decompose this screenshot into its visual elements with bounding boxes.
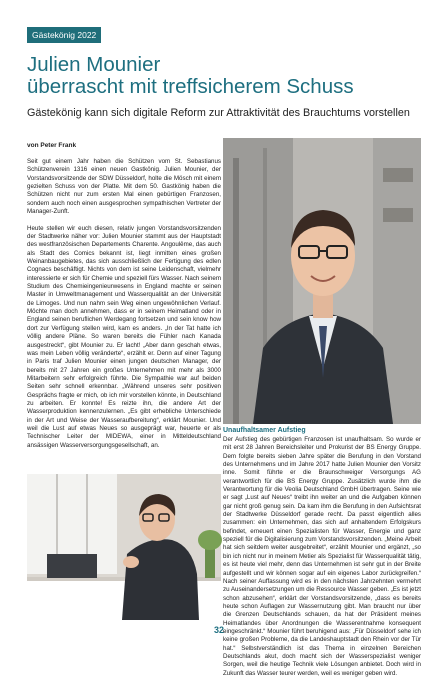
section-subhead: Unaufhaltsamer Aufstieg (223, 427, 306, 434)
article-title (27, 54, 427, 98)
page-number: 32 (214, 625, 225, 635)
portrait-photo (223, 138, 421, 424)
paragraph-career: Der Aufstieg des gebürtigen Franzosen ist unaufhaltsam. So wurde er mit erst 28 Jahren Bereichsleiter und Prokurist der BS Energy Gruppe. Dem folgte bereits sieben Jahre später die Berufung in den Vorstand des Unternehmens und im Jahre 2017 hatte Julien Mounier den Vorsitz inne. Somit führte er die Braunschweiger Versorgungs AG verantwortlich für die BS Energy Gruppe. Zusätzlich wurde ihm die Verantwortung für die Veolia Deutschland GmbH übertragen. Seine wie er sagt „Lust auf Neues“ treibt ihn weiter an und die Aufgaben können gar nicht groß genug sein. Da kam ihm die Berufung in den Aufsichtsrat der Stadtwerke Düsseldorf gerade recht. Da passt eigentlich alles zusammen: ein Unternehmen, das sich auf anhaltendem Erfolgskurs befindet, erneuert einen Spezialisten für Wasser, Energie und ganz speziell für die Digitalisierung zum Vorstandsvorsitzenden. „Meine Arbeit hat sich seitdem weiter ausgebreitet“, erzählt Mounier und ergänzt, „so bin ich nicht nur in meinem Metier als Spezialist für Wasserqualität tätig, es ist heute viel mehr, denn das Unternehmen ist sehr gut in der Breite aufgestellt und wir können sogar auf ein eigenes Labor zurückgreifen.“ Nach seiner Auffassung wird es in den nächsten Jahrzehnten vermehrt zu Auseinandersetzungen um die Ressource Wasser geben. „Es ist jetzt schon abzusehen“, erklärt der Vorstandsvorsitzende, „dass es bereits heute schon Auflagen zur Wassernutzung gibt. Man braucht nur über die Grenzen Deutschlands schauen, da hat der Präsident meines Heimatlandes über Anordnungen die Wasserentnahme konsequent eingeschränkt.“ Mounier führt beruhigend aus: „Für Düsseldorf sehe ich keine großen Probleme, da die Landeshauptstadt den Rhein vor der Tür hat.“ Selbstverständlich ist das Thema in einzelnen Bereichen Deutschlands akut, doch macht sich der Wasserspezialist weniger Sorgen, weil die heutige Technik viele Lösungen anbietet. Doch wird in Zukunft das Wasser teurer werden, weil es weniger geben wird. (223, 436, 421, 677)
title-line-1: Julien Mounier (27, 53, 161, 76)
office-photo (27, 474, 221, 620)
column-right (223, 436, 421, 677)
paragraph-background: Heute stellen wir euch diesen, relativ jungen Vorstandsvorsitzenden der Stadtwerke näher vor: Julien Mounier stammt aus der Hauptstadt des westfranzösischen Departements Charente. Angoulême, das auch als Stadt des Comics bekannt ist, liegt inmitten eines großen Weinanbaugebietes, das sich ausschließlich der Fertigung des edlen Cognacs beschäftigt. Nichts von dem ist seine Leidenschaft, vielmehr interessierte er sich für Chemie und speziell fürs Wasser. Nach seinem Studium des Chemieingenieurwesens in England machte er seinen Master in Umweltmanagement und Wasserqualität an der Universität de Limoges. Und nun nahm sein Weg einen ungewöhnlichen Verlauf. Möchte man doch annehmen, dass er in seinem Heimatland oder in England seinen beruflichen Werdegang fortsetzen und sein know how dort zur Verfügung stellen wird, kam es anders. „In der Tat hatte ich völlig andere Pläne. So waren bereits die Fühler nach Kanada ausgestreckt“, gibt Mounier zu. Er lacht! „Aber dann geschah etwas, was mein Leben völlig veränderte“, erzählt er. Denn auf einer Tagung in Paris traf Julien Mounier einen jungen deutschen Manager, der bereits mit 27 Jahren ein großes Unternehmen mit mehr als 3000 Mitarbeitern sehr erfolgreich führte. Die Sympathie war auf beiden Seiten sehr schnell erkennbar. „Während unseres sehr positiven Gesprächs fragte er mich, ob ich mir vorstellen könnte, in Deutschland zu arbeiten. Er konnte! Es reizte ihn, die andere Art der Wasserproduktion kennenzulernen. „Es gibt erhebliche Unterschiede in der Art und Weise der Wasseraufbereitung“, erklärt Mounier. Und weil die Lust auf etwas Neues so ausgeprägt war, heuerte er als Technischer Leiter der MIDEWA, einer in Mitteldeutschland ansässigen Wasserversorgungsgesellschaft, an. (27, 224, 221, 449)
section-tag: Gästekönig 2022 (27, 27, 101, 43)
paragraph-intro: Seit gut einem Jahr haben die Schützen vom St. Sebastianus Schützenverein 1316 einen neuen Gastkönig. Julien Mounier, der Vorstandsvorsitzende der SDW Düsseldorf, holte die Mösch mit einem gezielten Schuss von der Platte. Mit dem 50. Gastkönig haben die Schützen nicht nur zum ersten Mal einen gebürtigen Franzosen, sondern auch noch einen ausgesprochen sympathischen Vertreter der Manager-Zunft. (27, 158, 221, 216)
title-line-2: überrascht mit treffsicherem Schuss (27, 75, 354, 98)
column-left (27, 158, 221, 468)
byline: von Peter Frank (27, 142, 77, 149)
article-subtitle: Gästekönig kann sich digitale Reform zur Attraktivität des Brauchtums vorstellen (27, 107, 410, 119)
